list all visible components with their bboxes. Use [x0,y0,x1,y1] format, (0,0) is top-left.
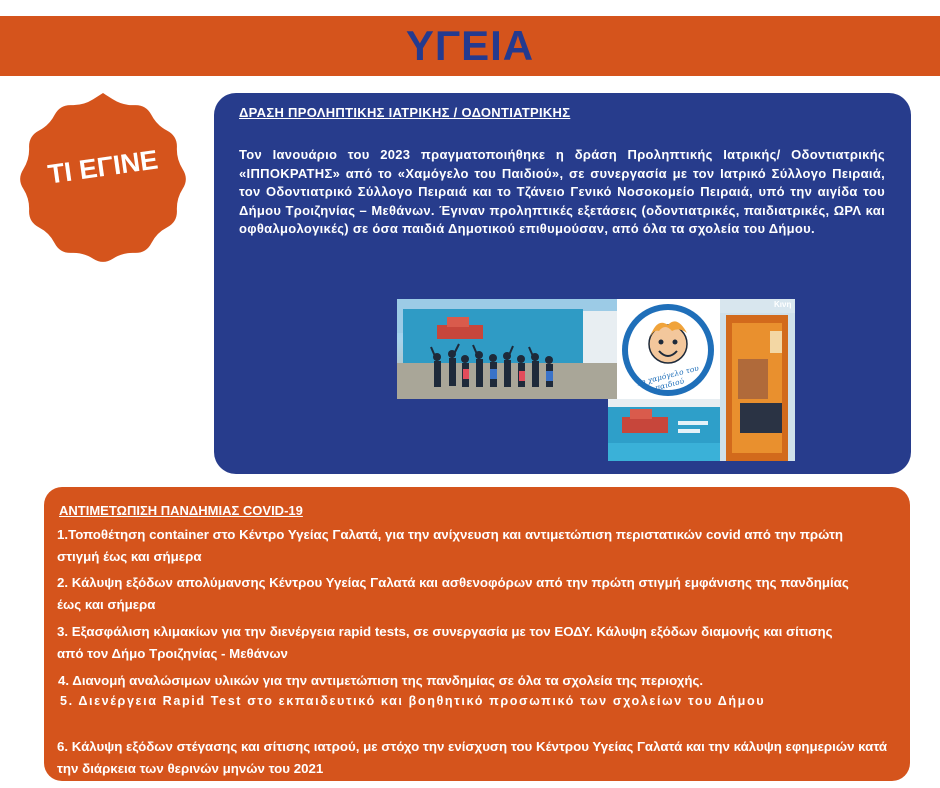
photo-medical-unit-interior [720,299,795,461]
covid-item-2: 2. Κάλυψη εξόδων απολύμανσης Κέντρου Υγείας Γαλατά και ασθενοφόρων από την πρώτη στιγμή εμφάνισης της πανδημίας έως και σήμερα [57,575,849,612]
photo-mobile-unit-exterior [608,399,720,461]
logo-text: Το χαμόγελο του παιδιού [635,363,700,393]
covid-item-6: 6. Κάλυψη εξόδων στέγασης και σίτισης ιατρού, με στόχο την ενίσχυση του Κέντρου Υγείας Γαλατά και την κάλυψη εφημεριών κατά την διάρκεια των θερινών μηνών του 2021 [57,739,888,776]
prevention-body: Τον Ιανουάριο του 2023 πραγματοποιήθηκε η δράση Προληπτικής Ιατρικής/ Οδοντιατρικής «ΙΠΠΟΚΡΑΤΗΣ» από το «Χαμόγελο του Παιδιού», σε συνεργασία με τον Ιατρικό Σύλλογο Πειραιά, τον Οδοντιατρικό Σύλλογο Πειραιά και το Τζάνειο Γενικό Νοσοκομείο Πειραιά, υπό την αιγίδα του Δήμου Τροιζηνίας – Μεθάνων. Έγιναν προληπτικές εξετάσεις (οδοντιατρικές, παιδιατρικές, ΩΡΛ και οφθαλμολογικές) σε όσα παιδιά Δημοτικού επιθυμούσαν, από όλα τα σχολεία του Δήμου. [239,147,885,236]
covid-item-5: 5. Διενέργεια Rapid Test στο εκπαιδευτικό και βοηθητικό προσωπικό των σχολείων του Δήμου [60,694,766,708]
prevention-heading: ΔΡΑΣΗ ΠΡΟΛΗΠΤΙΚΗΣ ΙΑΤΡΙΚΗΣ / ΟΔΟΝΤΙΑΤΡΙΚΗΣ [239,105,571,120]
photo-sign-text: Κινη [774,300,792,309]
page-title: ΥΓΕΙΑ [405,22,535,69]
covid-heading: ΑΝΤΙΜΕΤΩΠΙΣΗ ΠΑΝΔΗΜΙΑΣ COVID-19 [59,503,303,518]
covid-item-1: 1.Τοποθέτηση container στο Κέντρο Υγείας Γαλατά, για την ανίχνευση και αντιμετώπιση περιστατικών covid από την πρώτη στιγμή έως και σήμερα [57,527,844,564]
smile-of-the-child-logo [617,299,720,399]
covid-item-3: 3. Εξασφάλιση κλιμακίων για την διενέργεια rapid tests, σε συνεργασία με τον ΕΟΔΥ. Κάλυψη εξόδων διαμονής και σίτισης από τον Δήμο Τροιζηνίας - Μεθάνων [57,624,833,661]
badge-label: ΤΙ ΕΓΙΝΕ [46,144,160,190]
covid-item-4: 4. Διανομή αναλώσιμων υλικών για την αντιμετώπιση της πανδημίας σε όλα τα σχολεία της περιοχής. [58,673,704,688]
photo-children-group [397,299,617,399]
